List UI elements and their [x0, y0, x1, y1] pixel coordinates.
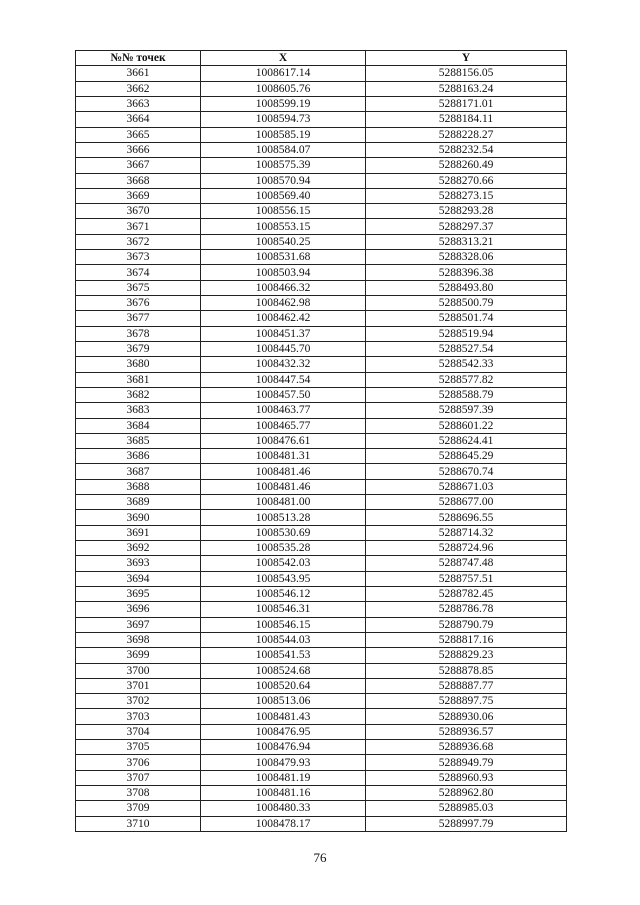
table-row [76, 541, 567, 556]
cell-point-number: 3669 [76, 188, 201, 203]
table-row [76, 387, 567, 402]
cell-point-number: 3696 [76, 602, 201, 617]
cell-x: 1008432.32 [201, 357, 366, 372]
table-row [76, 770, 567, 785]
cell-x: 1008481.19 [201, 770, 366, 785]
cell-x: 1008531.68 [201, 250, 366, 265]
table-row [76, 142, 567, 157]
cell-x: 1008481.46 [201, 464, 366, 479]
cell-x: 1008585.19 [201, 127, 366, 142]
cell-x: 1008451.37 [201, 326, 366, 341]
cell-x: 1008541.53 [201, 648, 366, 663]
table-row [76, 127, 567, 142]
cell-point-number: 3671 [76, 219, 201, 234]
cell-y: 5288228.27 [366, 127, 567, 142]
cell-x: 1008535.28 [201, 541, 366, 556]
cell-x: 1008520.64 [201, 678, 366, 693]
cell-y: 5288501.74 [366, 311, 567, 326]
table-row [76, 265, 567, 280]
cell-point-number: 3708 [76, 786, 201, 801]
cell-y: 5288184.11 [366, 112, 567, 127]
cell-x: 1008556.15 [201, 204, 366, 219]
table-row [76, 755, 567, 770]
cell-y: 5288527.54 [366, 341, 567, 356]
cell-y: 5288624.41 [366, 433, 567, 448]
cell-y: 5288782.45 [366, 586, 567, 601]
table-row [76, 740, 567, 755]
cell-y: 5288878.85 [366, 663, 567, 678]
cell-x: 1008575.39 [201, 158, 366, 173]
table-row [76, 112, 567, 127]
cell-point-number: 3704 [76, 724, 201, 739]
cell-point-number: 3680 [76, 357, 201, 372]
cell-point-number: 3676 [76, 296, 201, 311]
cell-point-number: 3692 [76, 541, 201, 556]
cell-x: 1008466.32 [201, 280, 366, 295]
cell-x: 1008481.16 [201, 786, 366, 801]
cell-x: 1008457.50 [201, 387, 366, 402]
cell-point-number: 3691 [76, 525, 201, 540]
cell-x: 1008524.68 [201, 663, 366, 678]
table-row [76, 694, 567, 709]
cell-point-number: 3682 [76, 387, 201, 402]
cell-x: 1008594.73 [201, 112, 366, 127]
table-row [76, 234, 567, 249]
cell-point-number: 3700 [76, 663, 201, 678]
table-row [76, 158, 567, 173]
table-row [76, 602, 567, 617]
cell-y: 5288260.49 [366, 158, 567, 173]
cell-y: 5288677.00 [366, 495, 567, 510]
cell-point-number: 3681 [76, 372, 201, 387]
cell-point-number: 3702 [76, 694, 201, 709]
cell-y: 5288171.01 [366, 96, 567, 111]
table-row [76, 357, 567, 372]
table-row [76, 188, 567, 203]
cell-x: 1008479.93 [201, 755, 366, 770]
table-row [76, 801, 567, 816]
cell-x: 1008476.61 [201, 433, 366, 448]
cell-y: 5288163.24 [366, 81, 567, 96]
cell-y: 5288270.66 [366, 173, 567, 188]
table-row [76, 648, 567, 663]
cell-y: 5288500.79 [366, 296, 567, 311]
cell-y: 5288936.57 [366, 724, 567, 739]
cell-point-number: 3683 [76, 403, 201, 418]
table-row [76, 663, 567, 678]
table-row [76, 81, 567, 96]
cell-point-number: 3662 [76, 81, 201, 96]
cell-x: 1008605.76 [201, 81, 366, 96]
cell-x: 1008599.19 [201, 96, 366, 111]
table-row [76, 204, 567, 219]
cell-x: 1008476.94 [201, 740, 366, 755]
cell-y: 5288597.39 [366, 403, 567, 418]
table-row [76, 250, 567, 265]
cell-y: 5288930.06 [366, 709, 567, 724]
table-row [76, 556, 567, 571]
cell-x: 1008481.31 [201, 449, 366, 464]
cell-point-number: 3668 [76, 173, 201, 188]
table-row [76, 816, 567, 831]
cell-x: 1008543.95 [201, 571, 366, 586]
table-row [76, 433, 567, 448]
table-row [76, 341, 567, 356]
cell-y: 5288273.15 [366, 188, 567, 203]
table-row [76, 632, 567, 647]
cell-x: 1008481.43 [201, 709, 366, 724]
cell-y: 5288577.82 [366, 372, 567, 387]
table-row [76, 786, 567, 801]
cell-x: 1008462.98 [201, 296, 366, 311]
table-row [76, 418, 567, 433]
cell-point-number: 3674 [76, 265, 201, 280]
cell-point-number: 3703 [76, 709, 201, 724]
cell-y: 5288997.79 [366, 816, 567, 831]
table-row [76, 372, 567, 387]
cell-point-number: 3684 [76, 418, 201, 433]
table-row [76, 219, 567, 234]
cell-x: 1008542.03 [201, 556, 366, 571]
cell-x: 1008546.12 [201, 586, 366, 601]
table-row [76, 617, 567, 632]
cell-point-number: 3686 [76, 449, 201, 464]
cell-point-number: 3706 [76, 755, 201, 770]
cell-point-number: 3666 [76, 142, 201, 157]
cell-x: 1008480.33 [201, 801, 366, 816]
cell-x: 1008465.77 [201, 418, 366, 433]
cell-y: 5288897.75 [366, 694, 567, 709]
cell-x: 1008617.14 [201, 66, 366, 81]
table-row [76, 296, 567, 311]
cell-point-number: 3698 [76, 632, 201, 647]
cell-point-number: 3665 [76, 127, 201, 142]
cell-y: 5288313.21 [366, 234, 567, 249]
cell-x: 1008513.28 [201, 510, 366, 525]
coordinates-table [75, 50, 567, 832]
cell-point-number: 3707 [76, 770, 201, 785]
table-row [76, 464, 567, 479]
cell-point-number: 3701 [76, 678, 201, 693]
cell-y: 5288328.06 [366, 250, 567, 265]
cell-point-number: 3690 [76, 510, 201, 525]
cell-y: 5288960.93 [366, 770, 567, 785]
cell-y: 5288949.79 [366, 755, 567, 770]
cell-x: 1008476.95 [201, 724, 366, 739]
cell-x: 1008546.15 [201, 617, 366, 632]
cell-y: 5288588.79 [366, 387, 567, 402]
header-x: X [201, 51, 366, 66]
cell-point-number: 3663 [76, 96, 201, 111]
cell-y: 5288297.37 [366, 219, 567, 234]
cell-point-number: 3709 [76, 801, 201, 816]
table-row [76, 449, 567, 464]
table-row [76, 311, 567, 326]
cell-point-number: 3677 [76, 311, 201, 326]
cell-point-number: 3664 [76, 112, 201, 127]
cell-x: 1008530.69 [201, 525, 366, 540]
cell-point-number: 3695 [76, 586, 201, 601]
table-row [76, 571, 567, 586]
cell-x: 1008478.17 [201, 816, 366, 831]
cell-y: 5288985.03 [366, 801, 567, 816]
cell-point-number: 3667 [76, 158, 201, 173]
table-header [76, 51, 567, 66]
cell-y: 5288962.80 [366, 786, 567, 801]
cell-x: 1008540.25 [201, 234, 366, 249]
cell-x: 1008503.94 [201, 265, 366, 280]
cell-x: 1008463.77 [201, 403, 366, 418]
cell-x: 1008481.00 [201, 495, 366, 510]
cell-x: 1008513.06 [201, 694, 366, 709]
cell-y: 5288670.74 [366, 464, 567, 479]
cell-point-number: 3679 [76, 341, 201, 356]
cell-x: 1008462.42 [201, 311, 366, 326]
cell-point-number: 3661 [76, 66, 201, 81]
table-row [76, 678, 567, 693]
table-row [76, 495, 567, 510]
cell-point-number: 3678 [76, 326, 201, 341]
header-y: Y [366, 51, 567, 66]
table-header-row [76, 51, 567, 66]
cell-y: 5288601.22 [366, 418, 567, 433]
cell-y: 5288396.38 [366, 265, 567, 280]
table-row [76, 586, 567, 601]
cell-point-number: 3693 [76, 556, 201, 571]
cell-x: 1008546.31 [201, 602, 366, 617]
table-row [76, 724, 567, 739]
cell-x: 1008584.07 [201, 142, 366, 157]
cell-y: 5288493.80 [366, 280, 567, 295]
cell-point-number: 3688 [76, 479, 201, 494]
cell-y: 5288747.48 [366, 556, 567, 571]
table-row [76, 403, 567, 418]
cell-point-number: 3697 [76, 617, 201, 632]
table-row [76, 525, 567, 540]
cell-x: 1008569.40 [201, 188, 366, 203]
cell-y: 5288156.05 [366, 66, 567, 81]
table-row [76, 510, 567, 525]
cell-x: 1008570.94 [201, 173, 366, 188]
table-row [76, 326, 567, 341]
table-body [76, 66, 567, 832]
cell-y: 5288645.29 [366, 449, 567, 464]
cell-point-number: 3673 [76, 250, 201, 265]
cell-point-number: 3699 [76, 648, 201, 663]
cell-x: 1008544.03 [201, 632, 366, 647]
cell-y: 5288887.77 [366, 678, 567, 693]
page-number: 76 [313, 850, 327, 865]
cell-y: 5288293.28 [366, 204, 567, 219]
header-point-number: №№ точек [76, 51, 201, 66]
cell-y: 5288757.51 [366, 571, 567, 586]
cell-y: 5288232.54 [366, 142, 567, 157]
cell-y: 5288519.94 [366, 326, 567, 341]
cell-y: 5288786.78 [366, 602, 567, 617]
cell-y: 5288936.68 [366, 740, 567, 755]
cell-point-number: 3670 [76, 204, 201, 219]
cell-point-number: 3705 [76, 740, 201, 755]
cell-y: 5288696.55 [366, 510, 567, 525]
cell-y: 5288724.96 [366, 541, 567, 556]
cell-x: 1008447.54 [201, 372, 366, 387]
cell-y: 5288790.79 [366, 617, 567, 632]
table-row [76, 479, 567, 494]
table-row [76, 96, 567, 111]
table-row [76, 709, 567, 724]
cell-point-number: 3689 [76, 495, 201, 510]
cell-y: 5288829.23 [366, 648, 567, 663]
cell-x: 1008481.46 [201, 479, 366, 494]
cell-y: 5288542.33 [366, 357, 567, 372]
cell-point-number: 3675 [76, 280, 201, 295]
cell-y: 5288714.32 [366, 525, 567, 540]
cell-y: 5288817.16 [366, 632, 567, 647]
cell-point-number: 3710 [76, 816, 201, 831]
cell-x: 1008445.70 [201, 341, 366, 356]
cell-point-number: 3672 [76, 234, 201, 249]
cell-y: 5288671.03 [366, 479, 567, 494]
table-row [76, 173, 567, 188]
cell-x: 1008553.15 [201, 219, 366, 234]
table-row [76, 280, 567, 295]
cell-point-number: 3685 [76, 433, 201, 448]
cell-point-number: 3694 [76, 571, 201, 586]
table-row [76, 66, 567, 81]
cell-point-number: 3687 [76, 464, 201, 479]
